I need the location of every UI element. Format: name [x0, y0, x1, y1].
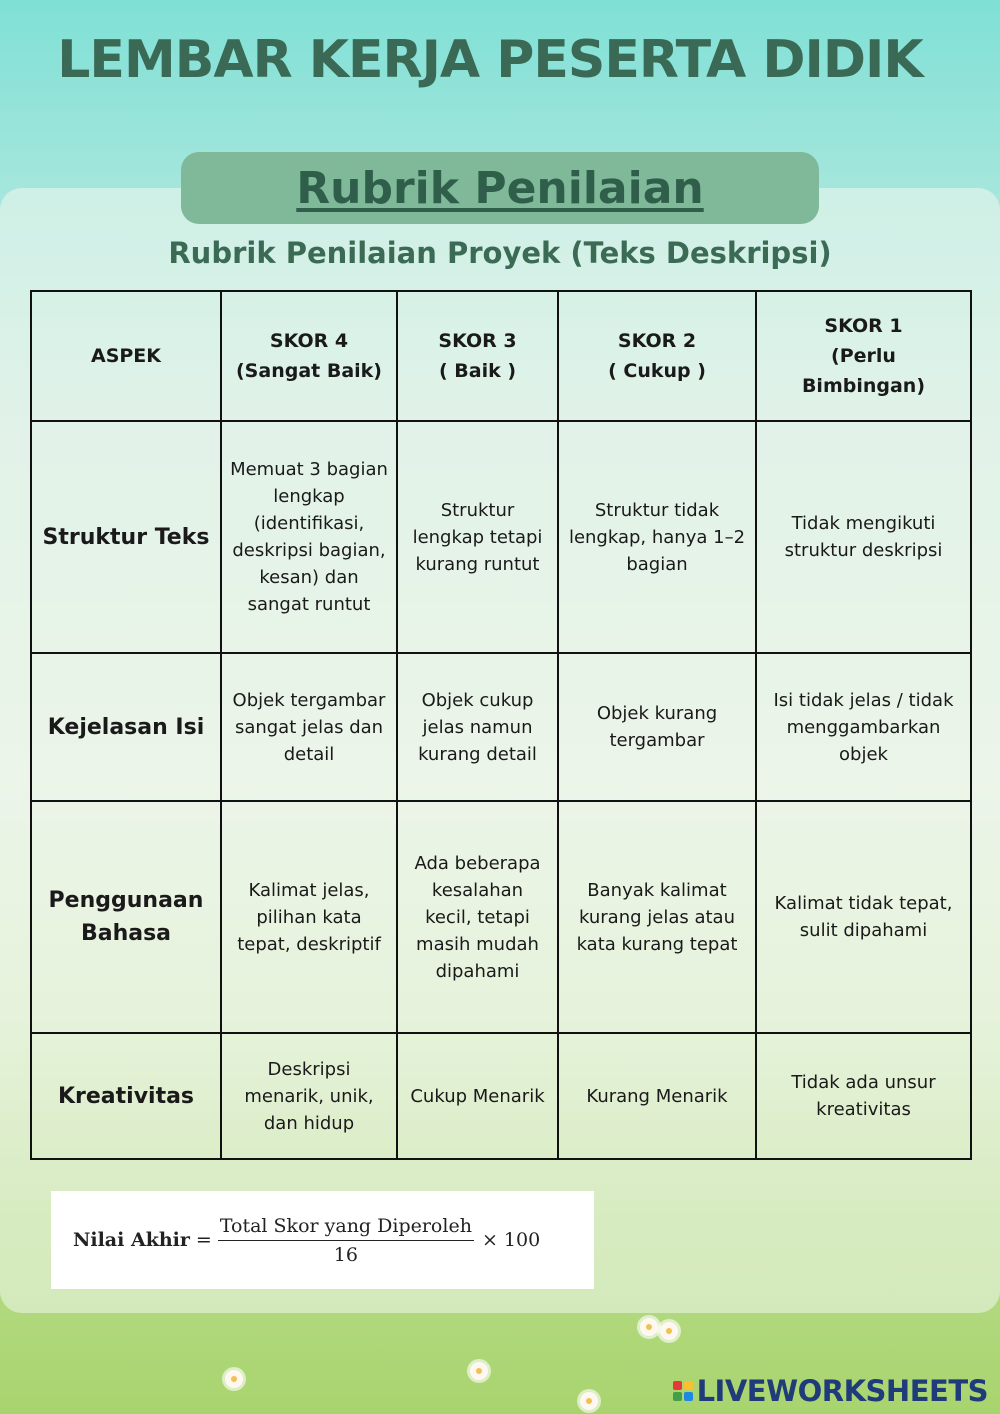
skor4-cell: Kalimat jelas, pilihan kata tepat, deskriptif: [221, 801, 397, 1033]
formula-numerator: Total Skor yang Diperoleh: [218, 1215, 474, 1241]
formula-fraction: [218, 1215, 474, 1266]
header-skor4: SKOR 4 (Sangat Baik): [221, 291, 397, 421]
subtitle-text: Rubrik Penilaian: [296, 162, 704, 214]
subtitle-banner: [181, 152, 819, 224]
header-skor1: SKOR 1 (Perlu Bimbingan): [756, 291, 971, 421]
brand-text: LIVEWORKSHEETS: [696, 1374, 988, 1408]
formula-denominator: 16: [333, 1243, 358, 1266]
flower-decoration: [470, 1362, 488, 1380]
skor1-cell: Tidak mengikuti struktur deskripsi: [756, 421, 971, 653]
skor4-cell: Objek tergambar sangat jelas dan detail: [221, 653, 397, 801]
header-skor2: SKOR 2 ( Cukup ): [558, 291, 756, 421]
final-score-formula: [51, 1191, 594, 1289]
rubric-table: [30, 290, 972, 1160]
skor2-cell: Banyak kalimat kurang jelas atau kata kurang tepat: [558, 801, 756, 1033]
skor2-cell: Struktur tidak lengkap, hanya 1–2 bagian: [558, 421, 756, 653]
aspek-cell: Kejelasan Isi: [31, 653, 221, 801]
skor1-cell: Tidak ada unsur kreativitas: [756, 1033, 971, 1159]
skor2-cell: Objek kurang tergambar: [558, 653, 756, 801]
skor3-cell: Ada beberapa kesalahan kecil, tetapi masih mudah dipahami: [397, 801, 558, 1033]
flower-decoration: [580, 1392, 598, 1410]
flower-decoration: [660, 1322, 678, 1340]
aspek-cell: Kreativitas: [31, 1033, 221, 1159]
logo-square-icon: [673, 1381, 682, 1390]
logo-square-icon: [684, 1381, 693, 1390]
logo-square-icon: [684, 1392, 693, 1401]
skor3-cell: Objek cukup jelas namun kurang detail: [397, 653, 558, 801]
header-skor3: SKOR 3 ( Baik ): [397, 291, 558, 421]
skor1-cell: Kalimat tidak tepat, sulit dipahami: [756, 801, 971, 1033]
skor3-cell: Struktur lengkap tetapi kurang runtut: [397, 421, 558, 653]
flower-decoration: [640, 1318, 658, 1336]
header-aspek: ASPEK: [31, 291, 221, 421]
skor4-cell: Deskripsi menarik, unik, dan hidup: [221, 1033, 397, 1159]
skor2-cell: Kurang Menarik: [558, 1033, 756, 1159]
liveworksheets-logo-icon: [673, 1381, 693, 1401]
flower-decoration: [225, 1370, 243, 1388]
formula-equals: =: [195, 1229, 212, 1251]
aspek-cell: Struktur Teks: [31, 421, 221, 653]
formula-multiplier: × 100: [481, 1229, 541, 1251]
liveworksheets-brand[interactable]: [673, 1374, 988, 1408]
skor4-cell: Memuat 3 bagian lengkap (identifikasi, deskripsi bagian, kesan) dan sangat runtut: [221, 421, 397, 653]
page-title: LEMBAR KERJA PESERTA DIDIK: [57, 30, 923, 90]
table-row: [31, 653, 971, 801]
formula-lhs: Nilai Akhir: [73, 1229, 190, 1251]
aspek-cell: Penggunaan Bahasa: [31, 801, 221, 1033]
skor3-cell: Cukup Menarik: [397, 1033, 558, 1159]
table-row: [31, 801, 971, 1033]
table-heading: Rubrik Penilaian Proyek (Teks Deskripsi): [168, 236, 832, 270]
table-row: [31, 1033, 971, 1159]
skor1-cell: Isi tidak jelas / tidak menggambarkan objek: [756, 653, 971, 801]
logo-square-icon: [673, 1392, 682, 1401]
header-row: [31, 291, 971, 421]
table-row: [31, 421, 971, 653]
